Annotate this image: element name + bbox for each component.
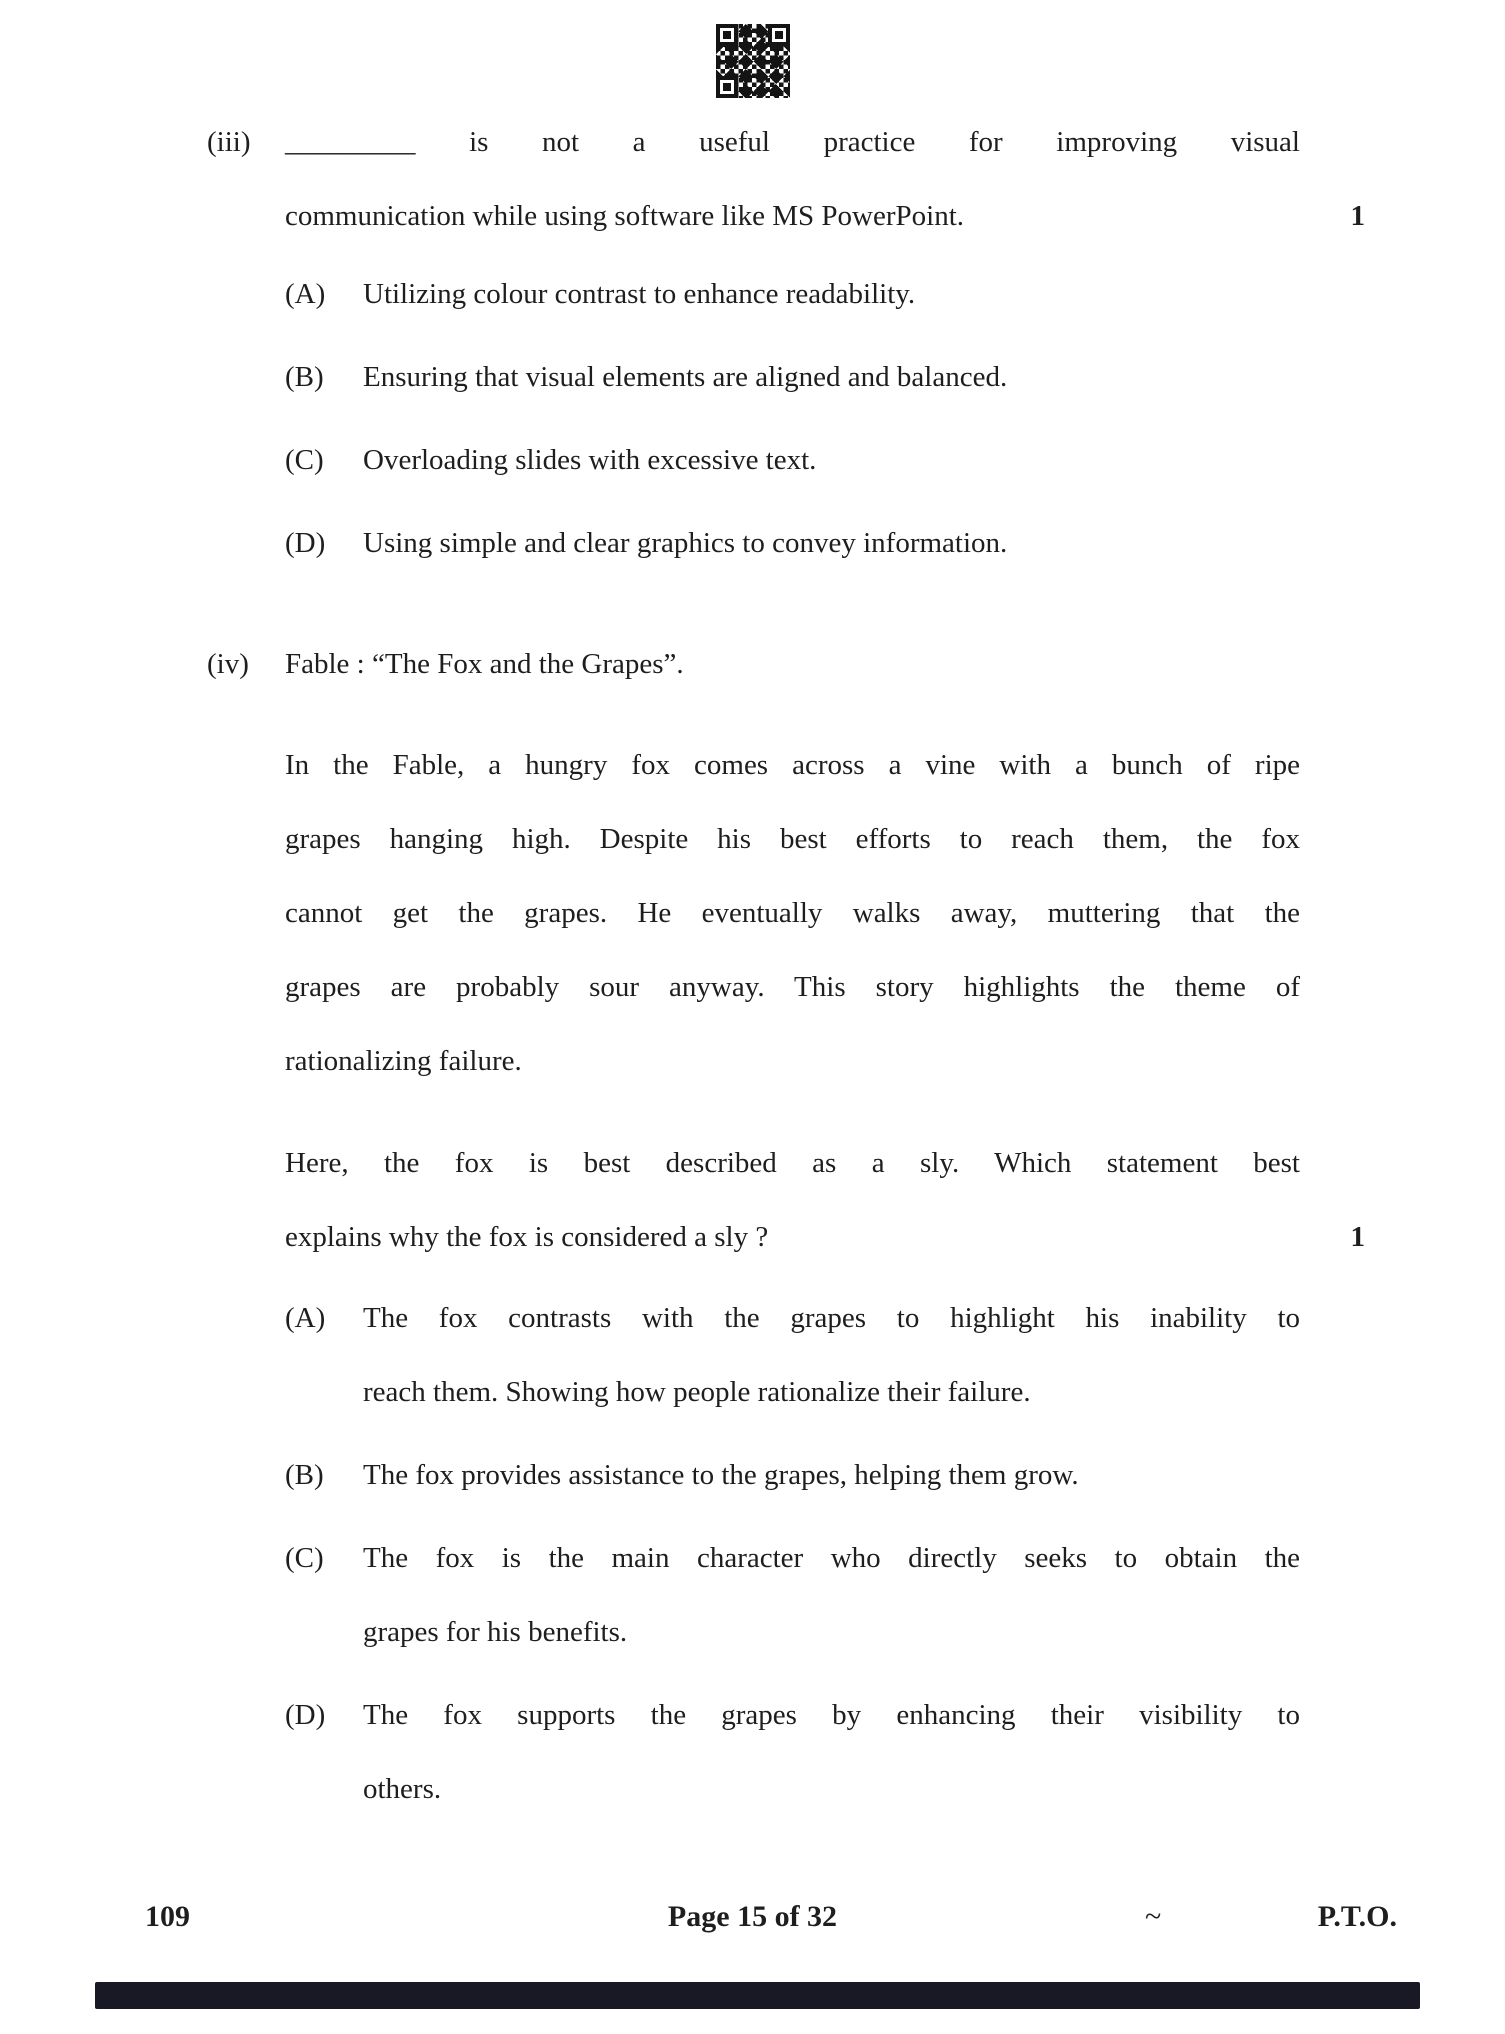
question-iv-title	[207, 627, 1365, 701]
stem-line: explains why the fox is considered a sly ?	[285, 1221, 769, 1253]
option-letter: (C)	[285, 444, 324, 476]
marks-value: 1	[1350, 1221, 1365, 1253]
question-iii-stem	[207, 105, 1365, 253]
fable-title-line: Fable : “The Fox and the Grapes”.	[285, 648, 684, 680]
option-line: others.	[363, 1773, 442, 1805]
option-line: Utilizing colour contrast to enhance readability.	[363, 278, 916, 310]
stem-text	[285, 105, 1300, 253]
passage-line: In the Fable, a hungry fox comes across a vine with a bunch of ripe	[285, 749, 1300, 781]
option-text	[363, 340, 1300, 414]
question-iii	[207, 105, 1365, 580]
fable-title	[285, 627, 1300, 701]
option-text	[363, 1438, 1300, 1512]
footer-page-number: Page 15 of 32	[667, 1900, 838, 1933]
option-line: Overloading slides with excessive text.	[363, 444, 817, 476]
stem-line: Here, the fox is best described as a sly. Which statement best	[285, 1147, 1300, 1179]
footer-paper-code: 109	[145, 1900, 190, 1933]
option-text	[363, 1281, 1300, 1429]
passage-line: rationalizing failure.	[285, 1045, 522, 1077]
option-row-a	[285, 257, 1365, 331]
qr-finder-icon	[716, 24, 738, 46]
option-letter: (D)	[285, 527, 326, 559]
option-letter: (A)	[285, 278, 326, 310]
question-iv-stem	[285, 1126, 1365, 1274]
options-list	[207, 257, 1365, 580]
option-letter: (A)	[285, 1302, 326, 1334]
option-line: The fox is the main character who directly seeks to obtain the	[363, 1542, 1300, 1574]
option-row-c	[285, 423, 1365, 497]
option-row-a	[285, 1281, 1365, 1429]
option-text	[363, 257, 1300, 331]
option-text	[363, 1521, 1300, 1669]
stem-line: communication while using software like MS PowerPoint.	[285, 200, 965, 232]
options-list	[207, 1281, 1365, 1826]
footer-tilde: ~	[1145, 1900, 1162, 1933]
passage-line: cannot get the grapes. He eventually walks away, muttering that the	[285, 897, 1300, 929]
fable-passage	[285, 728, 1300, 1098]
option-row-d	[285, 506, 1365, 580]
question-iv	[207, 627, 1365, 1826]
option-row-b	[285, 1438, 1365, 1512]
option-line: Using simple and clear graphics to convey information.	[363, 527, 1008, 559]
qr-finder-icon	[716, 76, 738, 98]
option-line: The fox provides assistance to the grapes, helping them grow.	[363, 1459, 1079, 1491]
question-number: (iv)	[207, 648, 249, 680]
option-line: reach them. Showing how people rationalize their failure.	[363, 1376, 1031, 1408]
option-text	[363, 1678, 1300, 1826]
page-content	[207, 105, 1365, 1835]
passage-line: grapes hanging high. Despite his best efforts to reach them, the fox	[285, 823, 1300, 855]
option-row-c	[285, 1521, 1365, 1669]
option-text	[363, 423, 1300, 497]
footer-bar	[95, 1982, 1420, 2009]
option-line: The fox supports the grapes by enhancing their visibility to	[363, 1699, 1300, 1731]
qr-code-icon	[716, 24, 790, 98]
option-letter: (C)	[285, 1542, 324, 1574]
question-number: (iii)	[207, 126, 251, 158]
option-line: The fox contrasts with the grapes to highlight his inability to	[363, 1302, 1300, 1334]
option-line: grapes for his benefits.	[363, 1616, 628, 1648]
page-footer	[0, 1900, 1505, 1948]
option-letter: (B)	[285, 1459, 324, 1491]
marks-value: 1	[1350, 200, 1365, 232]
option-letter: (D)	[285, 1699, 326, 1731]
stem-line: _________ is not a useful practice for improving visual	[285, 126, 1300, 158]
option-text	[363, 506, 1300, 580]
option-row-d	[285, 1678, 1365, 1826]
option-line: Ensuring that visual elements are aligned and balanced.	[363, 361, 1008, 393]
option-letter: (B)	[285, 361, 324, 393]
qr-finder-icon	[768, 24, 790, 46]
passage-line: grapes are probably sour anyway. This story highlights the theme of	[285, 971, 1300, 1003]
option-row-b	[285, 340, 1365, 414]
footer-pto: P.T.O.	[1317, 1900, 1397, 1933]
